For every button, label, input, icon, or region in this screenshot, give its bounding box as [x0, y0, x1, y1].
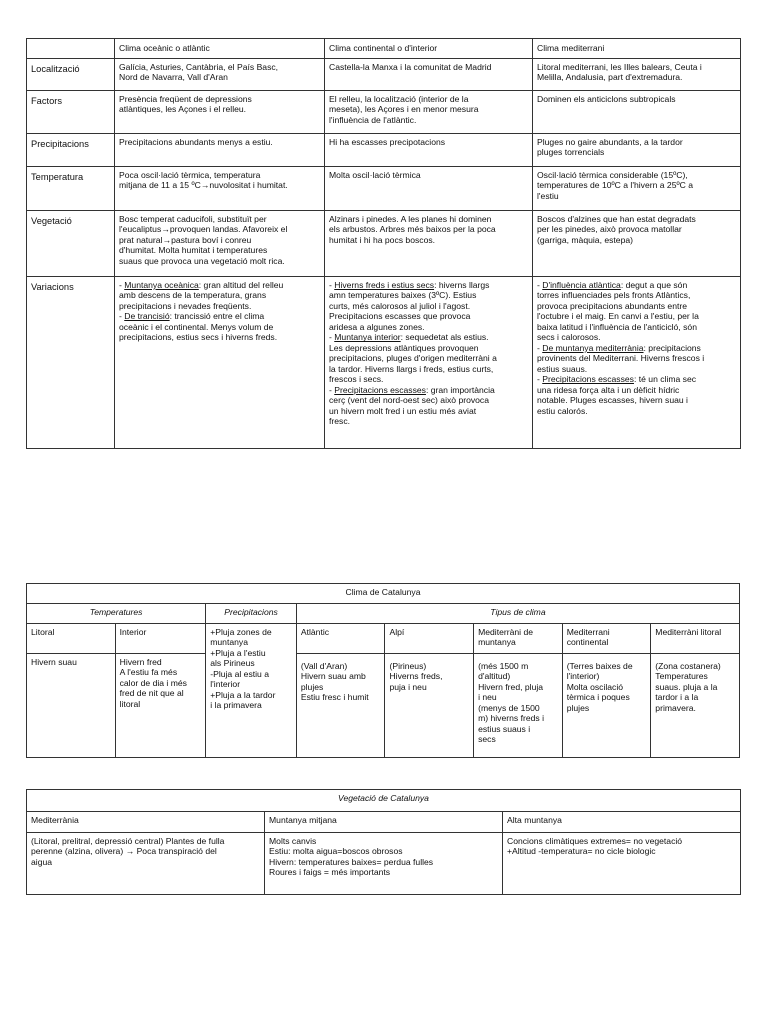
row-label: Localització [27, 59, 115, 91]
cell-line: meseta), les Açores i en menor mesura [329, 104, 479, 115]
variacio-text: : precipitacions [643, 342, 701, 353]
vegetacio-header-cell: Muntanya mitjana [265, 812, 503, 833]
vegetacio-mediterrania-cell [27, 833, 265, 895]
cell-line: Temperatures [655, 671, 708, 682]
cell-line: Bosc temperat caducifoli, substituït per [119, 214, 267, 224]
vegetacio-header-cell: Mediterrània [27, 812, 265, 833]
cell-line: Litoral mediterrani, les Illes balears, Ceuta i [537, 62, 702, 72]
variacio-line [537, 353, 736, 363]
variacio-text: frescos i secs. [329, 374, 384, 385]
table-cell [533, 91, 741, 134]
cell-line: -Pluja al estiu a [210, 668, 269, 679]
variacio-line [537, 395, 736, 405]
cell-line: muntanya [478, 637, 516, 648]
climate-row-vegetacio [27, 211, 741, 277]
cell-line: (garriga, màquia, estepa) [537, 234, 634, 245]
cell-line: Roures i faigs = més importants [269, 867, 391, 878]
cell-line: muntanya [210, 637, 248, 648]
vegetacio-catalunya-table [26, 789, 741, 895]
cell-line: +Altitud -temperatura= no cicle biologic [507, 846, 656, 857]
variacio-line [329, 301, 528, 311]
cell-line: +Pluja a la tardor [210, 689, 276, 700]
variacio-line [119, 332, 320, 342]
cell-line: suaus. pluja a la [655, 681, 718, 692]
variacio-text: : sequedetat als estius. [400, 332, 489, 343]
table-cell [533, 211, 741, 277]
catalunya-subheader-row [27, 624, 740, 654]
variacio-line [329, 353, 528, 363]
cell-line: d'humitat. Molta humitat i temperatures [119, 245, 268, 256]
variacio-text: precipitacions, pluges d'origen mediterràni a [329, 353, 497, 364]
cell-line: (Pirineus) [389, 661, 427, 671]
variacio-text: : gran altitud del relleu [198, 280, 284, 290]
cell-line: temperatures de 10ºC a l'hivern a 25ºC a [537, 180, 694, 191]
subheader-litoral: Litoral [27, 624, 116, 654]
cell-line: prat natural→pastura boví i conreu [119, 234, 252, 245]
variacio-line [119, 301, 320, 311]
variacio-line [329, 406, 528, 416]
variacio-text: - [329, 332, 335, 343]
vegetacio-title: Vegetació de Catalunya [27, 790, 741, 812]
cell-line: mitjana de 11 a 15 ºC→nuvolositat i humitat. [119, 180, 288, 191]
cell-line: (més 1500 m [478, 661, 529, 671]
cell-line: puja i neu [389, 681, 427, 692]
row-label: Variacions [27, 277, 115, 449]
table-cell [325, 167, 533, 211]
cell-line: m) hiverns freds i [478, 713, 544, 724]
climate-row-localitzacio [27, 59, 741, 91]
row-label: Factors [27, 91, 115, 134]
variacio-heading: Precipitacions escasses [542, 374, 634, 385]
variacio-line [329, 385, 528, 395]
cell-line: estius suaus i [478, 723, 531, 734]
cell-line: per les pinedes, això provoca matollar [537, 224, 682, 235]
cell-line: Alzinars i pinedes. A les planes hi dominen [329, 214, 492, 224]
variacio-text: secs i calorosos. [537, 332, 601, 343]
cell-line: d'altitud) [478, 671, 511, 682]
variacio-line [537, 311, 736, 321]
variacio-line [537, 301, 736, 311]
variacio-text: curts, més calorosos al juliol i l'agost. [329, 300, 471, 311]
catalunya-data-row [27, 654, 740, 758]
cell-line: Oscil·lació tèrmica considerable (15ºC), [537, 170, 688, 180]
clima-catalunya-table [26, 583, 740, 758]
data-litoral: Hivern suau [27, 654, 116, 758]
variacio-line [329, 280, 528, 290]
variacio-line [329, 395, 528, 405]
variacio-line [537, 290, 736, 300]
table-cell [533, 167, 741, 211]
cell-line: Hiverns freds, [389, 671, 443, 682]
cell-line: calor de dia i més [119, 677, 187, 688]
cell-line: Pluges no gaire abundants, a la tardor [537, 137, 683, 147]
vegetacio-data-row [27, 833, 741, 895]
cell-line: (Litoral, prelitral, depressió central) Plantes de fulla [31, 836, 225, 846]
variacio-text: estius suaus. [537, 363, 588, 374]
variacio-heading: De muntanya mediterrània [542, 342, 644, 353]
variacio-line [329, 290, 528, 300]
table-cell [325, 211, 533, 277]
subheader-atlantic: Atlàntic [296, 624, 385, 654]
precipitacions-cell [206, 624, 297, 758]
variacio-text: : hiverns llargs [434, 280, 490, 290]
cell-line: Mediterràni de [478, 627, 534, 637]
group-precipitacions: Precipitacions [206, 604, 297, 624]
data-med-litoral [651, 654, 740, 758]
variacio-text: : té un clima sec [633, 374, 697, 385]
variacio-text: amb descens de la temperatura, grans [119, 290, 267, 301]
vegetacio-header-row [27, 812, 741, 833]
variacio-line [119, 322, 320, 332]
cell-line: i la primavera [210, 700, 262, 711]
cell-line: l'estiu [537, 190, 559, 201]
variacio-heading: D'influència atlàntica [542, 280, 621, 290]
cell-line: Nord de Navarra, Vall d'Aran [119, 72, 228, 83]
table-cell [533, 134, 741, 167]
subheader-med-continental [562, 624, 651, 654]
table-cell [115, 91, 325, 134]
variacio-heading: Precipitacions escasses [334, 384, 426, 395]
variacio-text: - [119, 280, 125, 290]
cell-line: Estiu: molta aigua=boscos obrosos [269, 846, 403, 857]
variacio-text: : degut a que són [620, 280, 688, 290]
cell-line: plujes [300, 681, 324, 692]
variacio-line [119, 311, 320, 321]
variacio-line [537, 364, 736, 374]
cell-line: Estiu fresc i humit [300, 692, 369, 703]
climate-types-table [26, 38, 741, 449]
cell-line: Molta oscilació [566, 681, 624, 692]
table-cell [325, 134, 533, 167]
variacio-text: la tardor. Hiverns llargs i freds, estius curts, [329, 363, 494, 374]
table-cell [325, 91, 533, 134]
variacio-line [329, 332, 528, 342]
cell-line: +Pluja zones de [210, 627, 272, 637]
cell-line: A l'estiu fa més [119, 667, 178, 678]
cell-line: Melilla, Andalusia, part d'extremadura. [537, 72, 683, 83]
cell-line: aigua [31, 856, 53, 867]
variacio-line [537, 332, 736, 342]
variacio-text: una ridesa força alta i un dèficit hídric [537, 384, 680, 395]
cell-line: Concions climàtiques extremes= no vegetació [507, 836, 683, 846]
subheader-alpi: Alpí [385, 624, 474, 654]
climate-row-variacions [27, 277, 741, 449]
cell-line: perenne (alzina, olivera) → Poca transpiració del [31, 846, 217, 857]
cell-line: Poca oscil·lació tèrmica, temperatura [119, 170, 261, 180]
cell-line: Mediterrani [566, 627, 610, 637]
group-temperatures: Temperatures [27, 604, 206, 624]
cell-line: Castella-la Manxa i la comunitat de Madrid [329, 62, 492, 72]
cell-line: continental [566, 637, 609, 648]
variacio-heading: Muntanya interior [334, 332, 401, 343]
data-med-continental [562, 654, 651, 758]
table-cell [533, 59, 741, 91]
variacio-heading: Hiverns freds i estius secs [334, 280, 435, 290]
variacio-line [537, 343, 736, 353]
subheader-med-litoral: Mediterràni litoral [651, 624, 740, 654]
variacio-text: : trancissió entre el clima [169, 311, 265, 322]
cell-line: (menys de 1500 [478, 702, 540, 713]
catalunya-title-row [27, 584, 740, 604]
table-cell [325, 59, 533, 91]
data-med-muntanya [474, 654, 563, 758]
climate-row-factors [27, 91, 741, 134]
cell-line: als Pirineus [210, 658, 255, 669]
row-label: Temperatura [27, 167, 115, 211]
climate-header-empty [27, 39, 115, 59]
cell-line: pluges torrencials [537, 147, 605, 158]
variacio-line [329, 343, 528, 353]
cell-line: Hivern fred, pluja [478, 681, 544, 692]
climate-row-precipitacions [27, 134, 741, 167]
variacions-mediterrani-cell [533, 277, 741, 449]
table-cell [115, 167, 325, 211]
cell-line: l'eucaliptus→provoquen landas. Afavoreix el [119, 224, 288, 235]
variacio-text: baixa latitud i l'influència de l'anticicló, són [537, 321, 697, 332]
variacio-line [329, 364, 528, 374]
cell-line: Hivern suau amb [300, 671, 366, 682]
variacio-line [329, 416, 528, 426]
variacio-text: Les depressions atlàntiques provoquen [329, 342, 479, 353]
vegetacio-alta-muntanya-cell [503, 833, 741, 895]
cell-line: els arbustos. Arbres més baixos per la poca [329, 224, 496, 235]
catalunya-title: Clima de Catalunya [27, 584, 740, 604]
climate-header-row [27, 39, 741, 59]
variacio-text: precipitacions, estius secs i hiverns freds. [119, 332, 278, 343]
cell-line: Molta oscil·lació tèrmica [329, 170, 421, 180]
variacio-line [537, 374, 736, 384]
cell-line: Presència freqüent de depressions [119, 94, 252, 104]
group-tipus-de-clima: Tipus de clima [296, 604, 739, 624]
variacio-text: : gran importància [425, 384, 495, 395]
cell-line: l'interior) [566, 671, 600, 682]
variacio-text: amn temperatures baixes (3ºC). Estius [329, 290, 477, 301]
variacio-line [329, 311, 528, 321]
data-alpi [385, 654, 474, 758]
variacio-text: estiu calorós. [537, 405, 588, 416]
cell-line: i neu [478, 692, 497, 703]
table-cell [115, 59, 325, 91]
cell-line: (Terres baixes de [566, 661, 633, 671]
row-label: Precipitacions [27, 134, 115, 167]
cell-line: Molts canvis [269, 836, 317, 846]
subheader-med-muntanya [474, 624, 563, 654]
cell-line: Hivern: temperatures baixes= perdua fulles [269, 856, 434, 867]
cell-line: +Pluja a l'estiu [210, 647, 266, 658]
cell-line: litoral [119, 698, 141, 709]
cell-line: Hivern fred [119, 657, 162, 667]
variacio-text: aridesa a algunes zones. [329, 321, 425, 332]
variacio-text: fresc. [329, 416, 351, 427]
data-interior [115, 654, 206, 758]
cell-line: atlàntiques, les Açones i el relleu. [119, 104, 247, 115]
cell-line: El relleu, la localització (interior de la [329, 94, 469, 104]
vegetacio-muntanya-mitjana-cell [265, 833, 503, 895]
variacio-text: - [537, 374, 543, 385]
cell-line: tardor i a la [655, 692, 699, 703]
variacio-text: - [329, 280, 335, 290]
variacio-text: precipitacions i nevades freqüents. [119, 300, 252, 311]
variacio-text: Precipitacions escasses que provoca [329, 311, 471, 322]
climate-header-cell: Clima continental o d'interior [325, 39, 533, 59]
variacio-text: provoca precipitacions abundants entre [537, 300, 688, 311]
variacio-text: un hivern molt fred i un estiu més aviat [329, 405, 477, 416]
cell-line: (Zona costanera) [655, 661, 721, 671]
variacio-line [329, 374, 528, 384]
cell-line: fred de nit que al [119, 688, 184, 699]
cell-line: tèrmica i poques [566, 692, 630, 703]
variacio-line [119, 290, 320, 300]
variacio-line [537, 280, 736, 290]
variacio-text: oceànic i el continental. Menys volum de [119, 321, 274, 332]
table-cell [115, 134, 325, 167]
variacio-text: - [537, 342, 543, 353]
variacio-line [537, 322, 736, 332]
cell-line: Hi ha escasses precipotacions [329, 137, 446, 147]
variacio-heading: De trancisió [124, 311, 170, 322]
variacio-text: l'octubre i el maig. En canvi a l'estiu, per la [537, 311, 699, 322]
climate-header-cell: Clima oceànic o atlàntic [115, 39, 325, 59]
cell-line: secs [478, 734, 496, 745]
variacio-line [119, 280, 320, 290]
variacio-text: notable. Pluges escasses, hivern suau i [537, 395, 688, 406]
cell-line: Precipitacions abundants menys a estiu. [119, 137, 273, 147]
variacio-text: torres influenciades pels fronts Atlàntics, [537, 290, 691, 301]
variacio-heading: Muntanya oceànica [124, 280, 199, 290]
table-cell [115, 211, 325, 277]
cell-line: Boscos d'alzines que han estat degradats [537, 214, 696, 224]
variacio-line [537, 406, 736, 416]
variacio-text: - [119, 311, 125, 322]
variacio-line [329, 322, 528, 332]
variacio-text: provinents del Mediterrani. Hiverns frescos i [537, 353, 705, 364]
variacions-continental-cell [325, 277, 533, 449]
cell-line: plujes [566, 702, 590, 713]
variacio-text: cerç (vent del nord-oest sec) això provoca [329, 395, 490, 406]
cell-line: humitat i hi ha pocs boscos. [329, 234, 436, 245]
cell-line: Galícia, Asturies, Cantàbria, el País Basc, [119, 62, 279, 72]
cell-line: (Vall d'Aran) [300, 661, 348, 671]
cell-line: suaus que provoca una vegetació molt rica. [119, 255, 285, 266]
variacio-text: - [537, 280, 543, 290]
vegetacio-header-cell: Alta muntanya [503, 812, 741, 833]
climate-header-cell: Clima mediterrani [533, 39, 741, 59]
data-atlantic [296, 654, 385, 758]
cell-line: l'interior [210, 679, 241, 690]
vegetacio-title-row [27, 790, 741, 812]
variacions-oceanic-cell [115, 277, 325, 449]
subheader-interior: Interior [115, 624, 206, 654]
variacio-text: - [329, 384, 335, 395]
cell-line: l'influència de l'atlàntic. [329, 114, 417, 125]
climate-row-temperatura [27, 167, 741, 211]
cell-line: primavera. [655, 702, 696, 713]
catalunya-group-row [27, 604, 740, 624]
variacio-line [537, 385, 736, 395]
row-label: Vegetació [27, 211, 115, 277]
cell-line: Dominen els anticiclons subtropicals [537, 94, 676, 104]
